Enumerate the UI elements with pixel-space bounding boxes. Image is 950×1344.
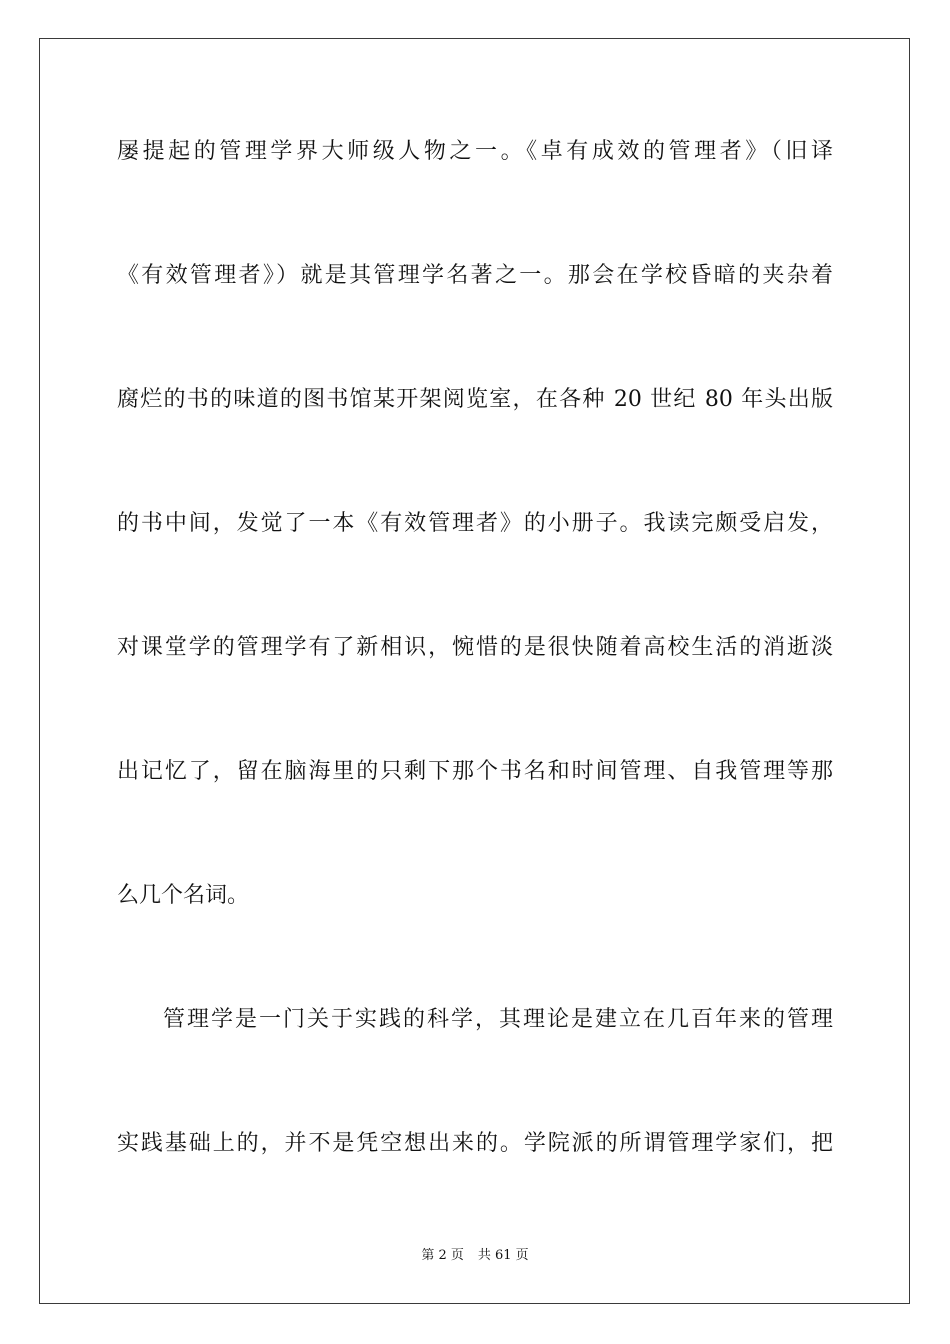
body-text-line: 出记忆了，留在脑海里的只剩下那个书名和时间管理、自我管理等那: [117, 759, 833, 784]
body-text-line: 实践基础上的，并不是凭空想出来的。学院派的所谓管理学家们，把: [117, 1131, 833, 1156]
body-text-line: 《有效管理者》）就是其管理学名著之一。那会在学校昏暗的夹杂着: [117, 263, 833, 288]
page-frame: [39, 38, 910, 1304]
page-number: 第 2 页: [421, 1248, 464, 1263]
paragraph-first-line: 管理学是一门关于实践的科学，其理论是建立在几百年来的管理: [163, 1007, 833, 1032]
body-text-line: 屡提起的管理学界大师级人物之一。《卓有成效的管理者》（旧译: [117, 139, 833, 164]
page-total: 共 61 页: [477, 1248, 529, 1263]
body-text-line: 腐烂的书的味道的图书馆某开架阅览室，在各种 20 世纪 80 年头出版: [117, 387, 833, 412]
body-text-line: 的书中间，发觉了一本《有效管理者》的小册子。我读完颇受启发，: [117, 511, 833, 536]
body-text-line: 么几个名词。: [117, 883, 250, 908]
body-text-line: 对课堂学的管理学有了新相识，惋惜的是很快随着高校生活的消逝淡: [117, 635, 833, 660]
page-footer: [0, 1247, 950, 1265]
